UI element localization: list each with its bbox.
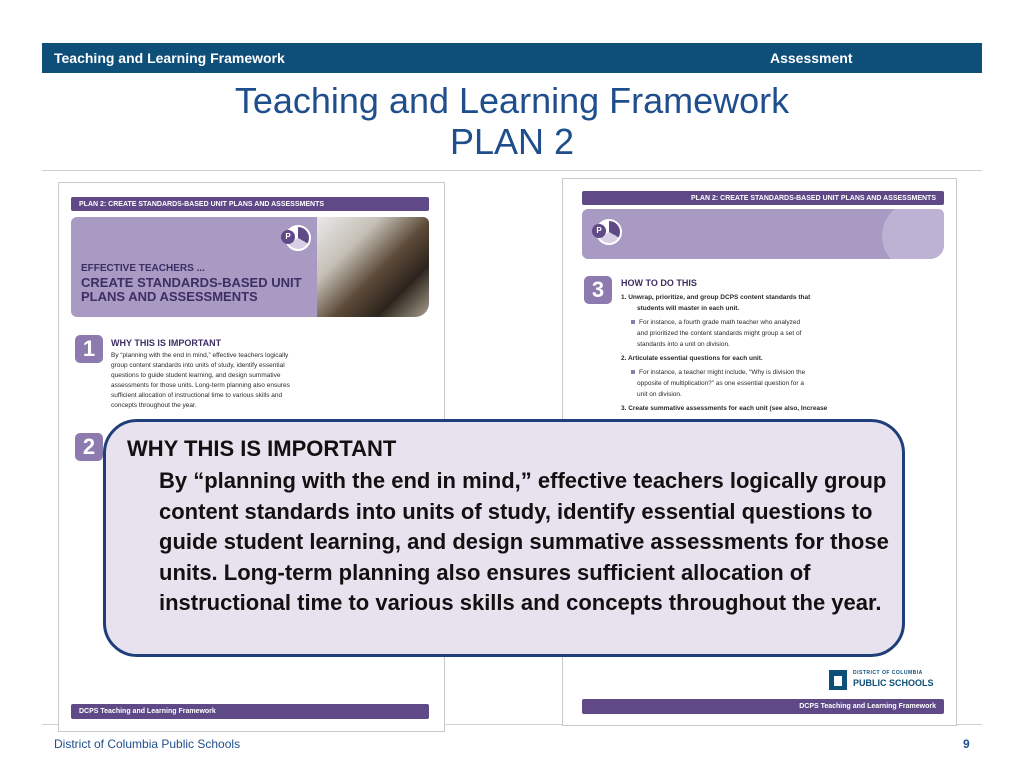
header-left-title: Teaching and Learning Framework <box>54 50 285 66</box>
how-to-item: standards into a unit on division. <box>637 341 730 349</box>
how-to-item: 1. Unwrap, prioritize, and group DCPS content standards that <box>621 294 811 301</box>
right-page-banner-text: PLAN 2: CREATE STANDARDS-BASED UNIT PLANS AND ASSESSMENTS <box>690 195 936 202</box>
right-page-banner <box>582 191 944 205</box>
slide-title <box>0 80 1024 162</box>
left-page-banner <box>71 197 429 211</box>
section1-line: sufficient allocation of instructional time to various skills and <box>111 392 283 400</box>
plan-pie-icon <box>285 225 311 251</box>
section2-number: 2 <box>75 433 103 461</box>
left-page-kicker: EFFECTIVE TEACHERS ... <box>81 263 205 274</box>
header-section-label: Assessment <box>770 50 853 66</box>
section1-number: 1 <box>75 335 103 363</box>
plan-pie-letter: P <box>592 224 606 238</box>
plan-pie-icon <box>596 219 622 245</box>
section1-line: questions to guide student learning, and design summative <box>111 372 281 380</box>
left-page-footer-bar <box>71 704 429 719</box>
decorative-pie-shape <box>882 209 944 259</box>
students-photo <box>317 217 429 317</box>
section1-line: group content standards into units of study, identify essential <box>111 362 285 370</box>
how-to-bullet: For instance, a fourth grade math teacher who analyzed <box>629 317 871 328</box>
how-to-item: students will master in each unit. <box>637 305 740 313</box>
section1-line: assessments for those units. Long-term planning also ensures <box>111 382 290 390</box>
how-to-item: and prioritized the content standards might group a set of <box>637 330 802 338</box>
left-page-footer-text: DCPS Teaching and Learning Framework <box>79 708 216 715</box>
right-page-footer-bar <box>582 699 944 714</box>
footer-organization: District of Columbia Public Schools <box>54 737 241 751</box>
right-page-footer-text: DCPS Teaching and Learning Framework <box>799 703 936 710</box>
slide-title-line2: PLAN 2 <box>449 121 575 163</box>
section3-title: HOW TO DO THIS <box>621 278 697 288</box>
title-divider <box>42 170 982 171</box>
dcps-logo <box>829 668 939 694</box>
how-to-bullet: For instance, a teacher might include, “Why is division the <box>629 367 871 378</box>
dcps-logo-icon <box>829 670 847 690</box>
section1-line: By “planning with the end in mind,” effective teachers logically <box>111 352 289 359</box>
how-to-item: opposite of multiplication?” as one essential question for a <box>637 380 804 388</box>
section1-line: concepts throughout the year. <box>111 402 197 410</box>
section1-title: WHY THIS IS IMPORTANT <box>111 338 222 348</box>
left-page-heading: CREATE STANDARDS-BASED UNIT PLANS AND ASSESSMENTS <box>81 275 302 305</box>
how-to-item: unit on division. <box>637 391 682 399</box>
slide-title-line1: Teaching and Learning Framework <box>234 80 790 121</box>
footer-page-number: 9 <box>963 737 970 751</box>
how-to-item: 3. Create summative assessments for each unit (see also, Increase <box>621 405 828 413</box>
right-page-hero <box>582 209 944 259</box>
section3-number: 3 <box>584 276 612 304</box>
dcps-logo-line2: PUBLIC SCHOOLS <box>853 678 934 688</box>
callout-box <box>103 419 905 657</box>
left-page-banner-text: PLAN 2: CREATE STANDARDS-BASED UNIT PLANS AND ASSESSMENTS <box>79 201 325 208</box>
section1-text <box>111 351 351 411</box>
section3-text <box>621 292 871 414</box>
how-to-item: 2. Articulate essential questions for each unit. <box>621 355 763 363</box>
plan-pie-letter: P <box>281 230 295 244</box>
callout-body: By “planning with the end in mind,” effective teachers logically group content standards into units of study, identify essential questions to guide student learning, and design summative assessments for those units. Long-term planning also ensures sufficient allocation of instructional time to various skills and concepts throughout the year. <box>159 468 889 615</box>
header-bar <box>42 43 982 73</box>
dcps-logo-line1: DISTRICT OF COLUMBIA <box>853 670 923 676</box>
callout-heading: WHY THIS IS IMPORTANT <box>127 436 397 461</box>
